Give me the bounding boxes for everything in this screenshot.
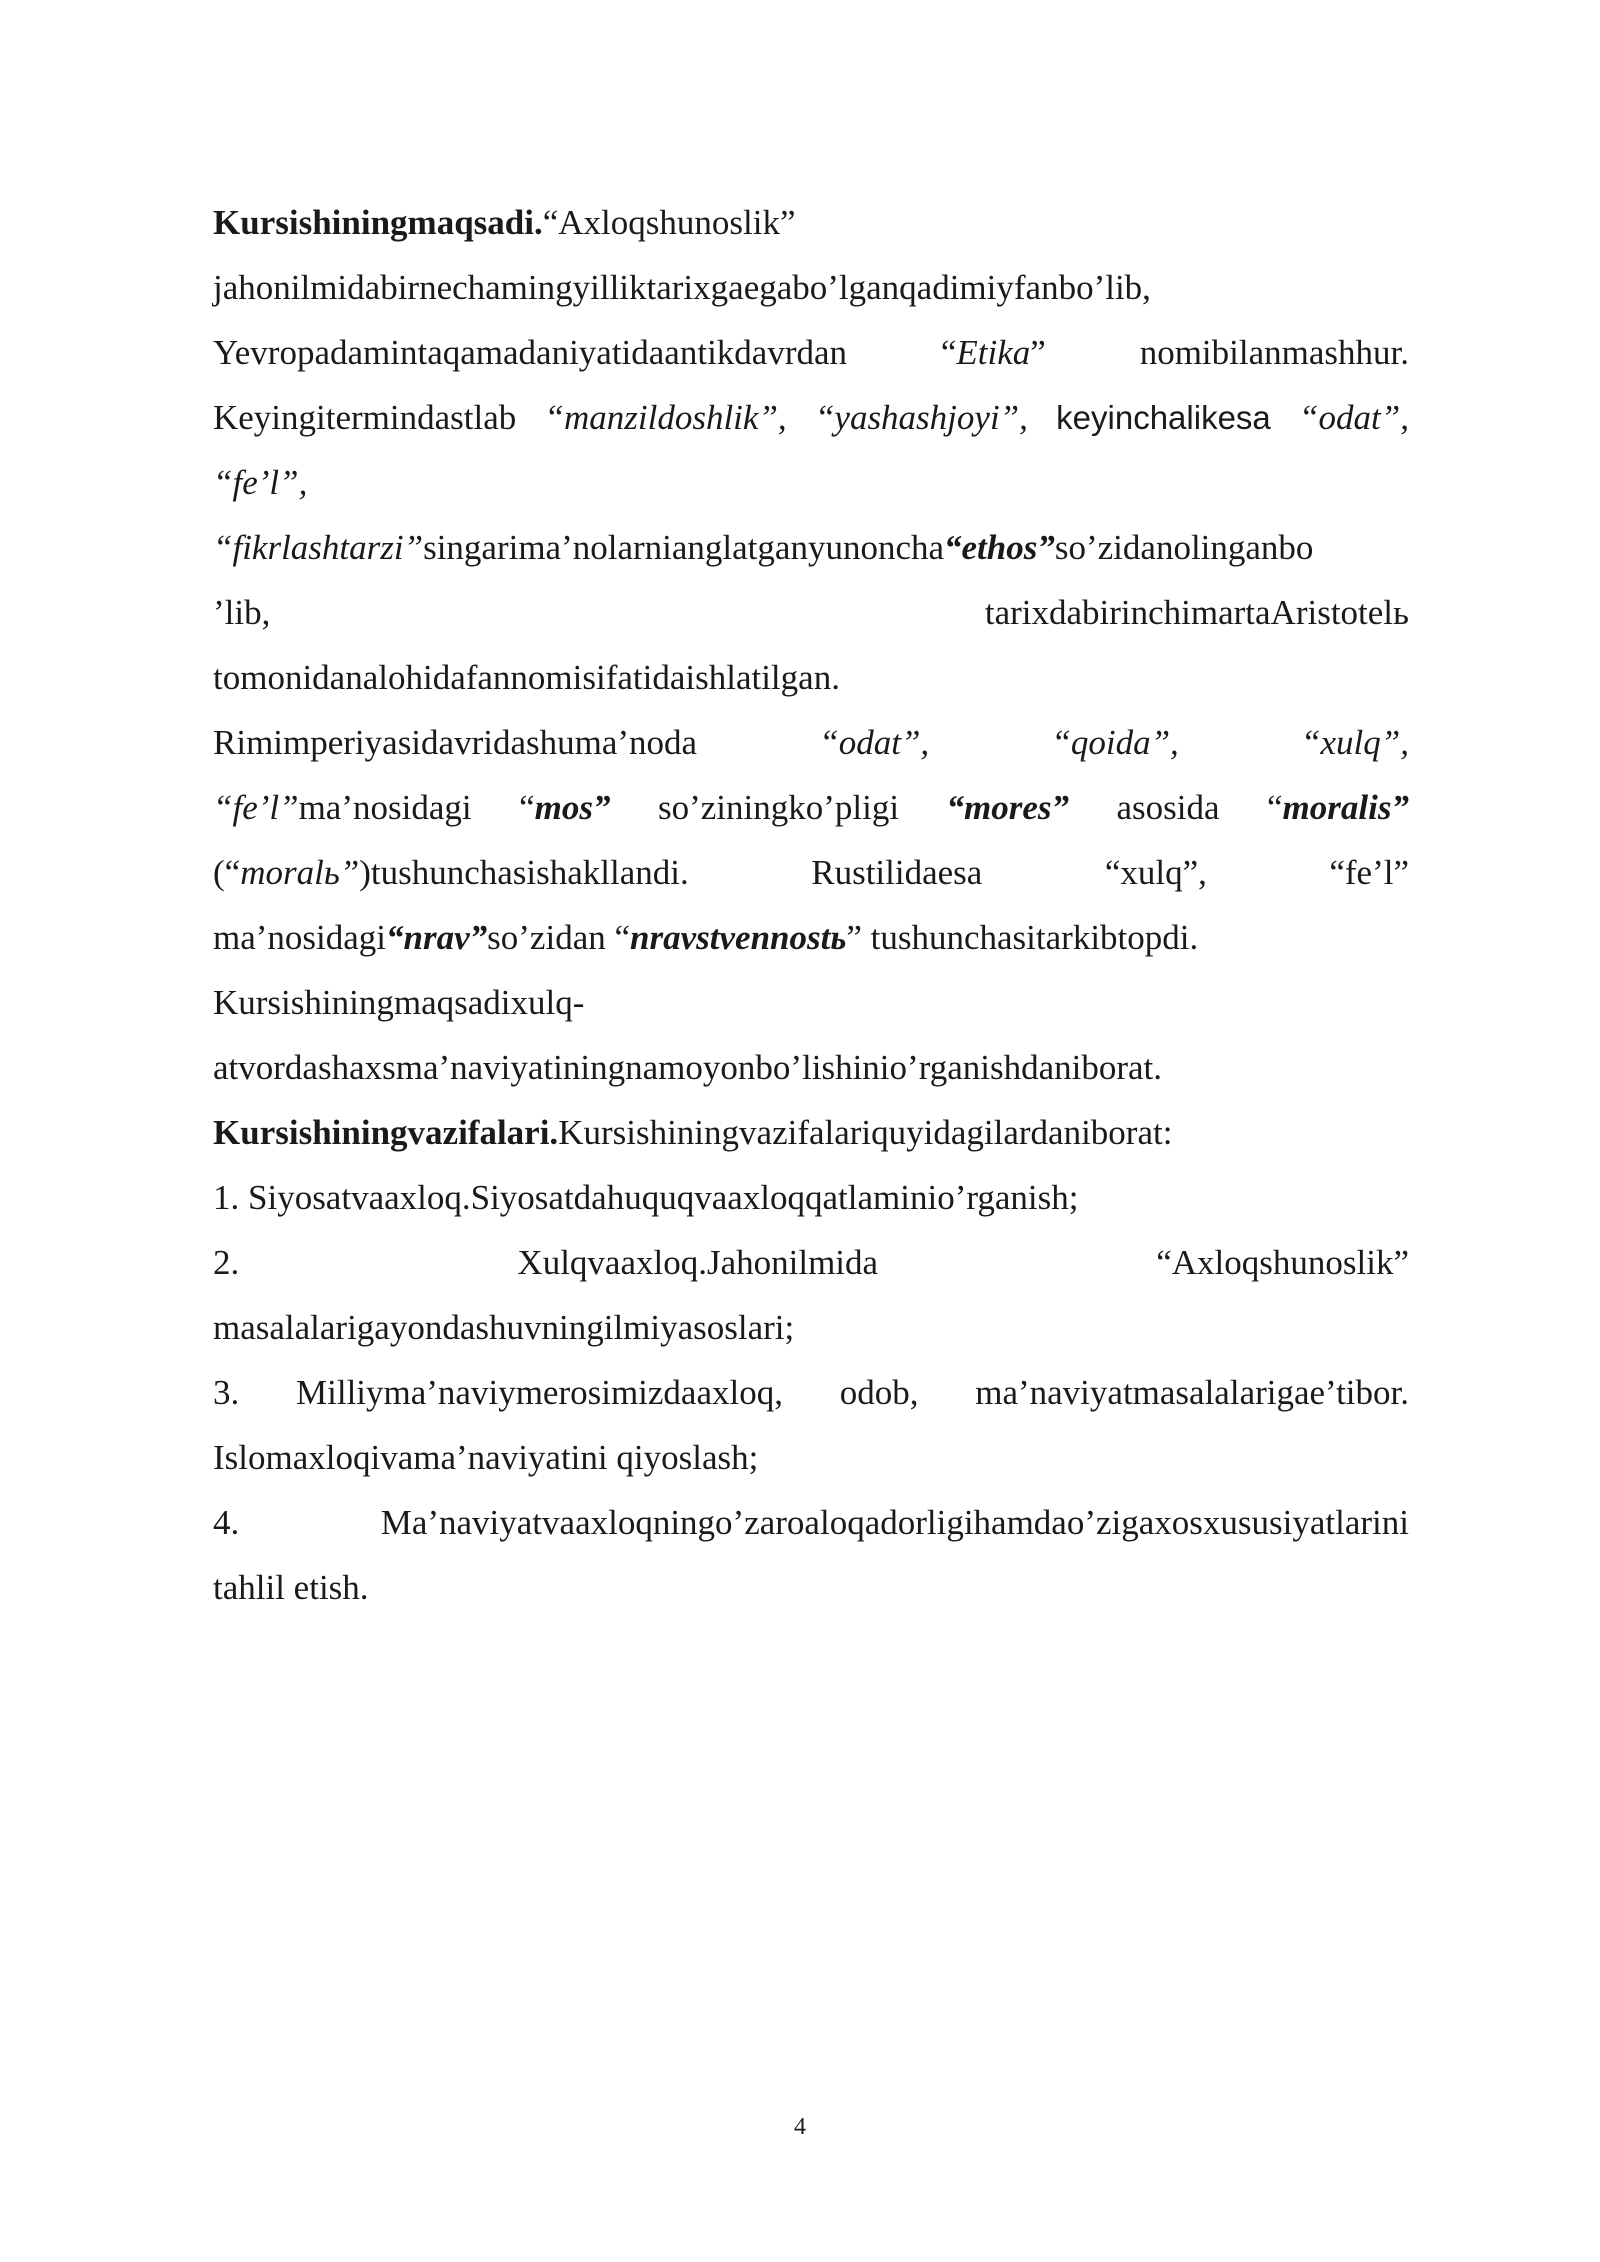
list-item xyxy=(213,1360,1409,1425)
body-text: nomibilanmashhur. xyxy=(1139,333,1409,372)
term-manzildoshlik: “manzildoshlik”, xyxy=(544,398,787,437)
body-text: asosida xyxy=(1116,788,1220,827)
body-text: so’ziningko’pligi xyxy=(657,788,900,827)
text-line xyxy=(213,385,1409,450)
list-number: 3. xyxy=(213,1373,240,1412)
list-item-text: Islomaxloqivama’naviyatini qiyoslash; xyxy=(213,1438,759,1477)
term-odat: “odat”, xyxy=(819,723,930,762)
text-line xyxy=(213,1555,1409,1620)
page-number: 4 xyxy=(794,2114,806,2140)
text-line xyxy=(213,580,1409,645)
body-text: tomonidanalohidafannomisifatidaishlatilgan. xyxy=(213,658,840,697)
text-line xyxy=(213,775,1409,840)
body-text: ma’nosidagi xyxy=(298,788,472,827)
text-line xyxy=(213,1035,1409,1100)
document-body xyxy=(213,190,1409,1620)
body-text: keyinchalikesa xyxy=(1056,399,1271,436)
term-moral-group xyxy=(213,840,689,905)
quote-mark: “ xyxy=(1267,788,1283,827)
body-text: so’zidanolinganbo xyxy=(1054,528,1314,567)
term-etika xyxy=(941,320,1046,385)
list-item-text: tahlil etish. xyxy=(213,1568,369,1607)
list-item xyxy=(213,1490,1409,1555)
term-mores: “mores” xyxy=(946,788,1070,827)
term-text: moralis” xyxy=(1282,788,1409,827)
quote-mark: ” xyxy=(846,918,862,957)
list-item xyxy=(213,1230,1409,1295)
text-line xyxy=(213,840,1409,905)
body-text: )tushunchasishakllandi. xyxy=(359,853,689,892)
text-line xyxy=(213,450,1409,515)
quote-mark: “ xyxy=(614,918,631,957)
term-qoida: “qoida”, xyxy=(1051,723,1179,762)
text-line xyxy=(213,190,1409,255)
list-item-text: Xulqvaaxloq.Jahonilmida xyxy=(517,1243,879,1282)
text-line xyxy=(213,645,1409,710)
term-moralis xyxy=(1267,775,1409,840)
body-text: Yevropadamintaqamadaniyatidaantikdavrdan xyxy=(213,333,848,372)
text-line xyxy=(213,710,1409,775)
term-moral: moralь” xyxy=(240,853,360,892)
body-text: atvordashaxsma’naviyatiningnamoyonbo’lishinio’rganishdaniborat. xyxy=(213,1048,1163,1087)
body-text: Kursishiningmaqsadixulq- xyxy=(213,983,585,1022)
list-item-text: odob, xyxy=(839,1373,919,1412)
body-text: Rimimperiyasidavridashuma’noda xyxy=(213,723,698,762)
quote-mark: “ xyxy=(940,333,957,372)
body-text: singarima’nolarnianglatganyunoncha xyxy=(423,528,945,567)
text-line xyxy=(213,255,1409,320)
term-fel: “fe’l” xyxy=(213,788,299,827)
body-text: so’zidan xyxy=(487,918,606,957)
term-mos xyxy=(519,775,610,840)
term-ethos: “ethos” xyxy=(944,528,1055,567)
term-fel: “fe’l”, xyxy=(213,463,308,502)
text-line xyxy=(213,905,1409,970)
term-nrav: “nrav” xyxy=(386,918,488,957)
text-line xyxy=(213,515,1409,580)
text-line xyxy=(213,970,1409,1035)
term-axloqshunoslik: “Axloqshunoslik” xyxy=(1156,1243,1409,1282)
list-item xyxy=(213,1165,1409,1230)
term-fikrlashtarzi: “fikrlashtarzi” xyxy=(213,528,424,567)
term-nravstvennost: nravstvennostь xyxy=(630,918,847,957)
text-line xyxy=(213,1295,1409,1360)
body-text: Keyingitermindastlab xyxy=(213,398,517,437)
body-text: ’lib, xyxy=(213,593,271,632)
list-number: 2. xyxy=(213,1243,240,1282)
list-item-text: ma’naviyatmasalalarigae’tibor. xyxy=(975,1373,1409,1412)
quote-mark: (“ xyxy=(213,853,241,892)
term-fel: “fe’l” xyxy=(1329,853,1409,892)
body-text: Rustilidaesa xyxy=(811,853,983,892)
term-fel-group xyxy=(213,775,472,840)
body-text: Kursishiningvazifalariquyidagilardaniborat: xyxy=(558,1113,1173,1152)
body-text: tarixdabirinchimartaAristotelь xyxy=(984,593,1409,632)
text-line xyxy=(213,320,1409,385)
text-line xyxy=(213,1425,1409,1490)
list-number: 4. xyxy=(213,1503,240,1542)
section-heading-tasks: Kursishiningvazifalari. xyxy=(213,1113,559,1152)
quote-mark: ” xyxy=(1030,333,1046,372)
list-item-text: Ma’naviyatvaaxloqningo’zaroaloqadorligihamdao’zigaxosxususiyatlarini xyxy=(380,1503,1409,1542)
list-item-text: masalalarigayondashuvningilmiyasoslari; xyxy=(213,1308,795,1347)
list-item-text: Milliyma’naviymerosimizdaaxloq, xyxy=(296,1373,783,1412)
term-text: Etika xyxy=(956,333,1031,372)
term-axloqshunoslik: “Axloqshunoslik” xyxy=(542,203,796,242)
term-xulq: “xulq”, xyxy=(1104,853,1207,892)
body-text: jahonilmidabirnechamingyilliktarixgaegabo’lganqadimiyfanbo’lib, xyxy=(213,268,1151,307)
section-heading-goal: Kursishiningmaqsadi. xyxy=(213,203,543,242)
term-xulq: “xulq”, xyxy=(1301,723,1409,762)
list-item-text: 1. Siyosatvaaxloq.Siyosatdahuquqvaaxloqqatlaminio’rganish; xyxy=(213,1178,1079,1217)
body-text: tushunchasitarkibtopdi. xyxy=(870,918,1199,957)
term-yashashjoyi: “yashashjoyi”, xyxy=(814,398,1028,437)
term-text: mos” xyxy=(534,788,611,827)
quote-mark: “ xyxy=(519,788,535,827)
text-line xyxy=(213,1100,1409,1165)
body-text: ma’nosidagi xyxy=(213,918,387,957)
term-odat: “odat”, xyxy=(1299,398,1409,437)
